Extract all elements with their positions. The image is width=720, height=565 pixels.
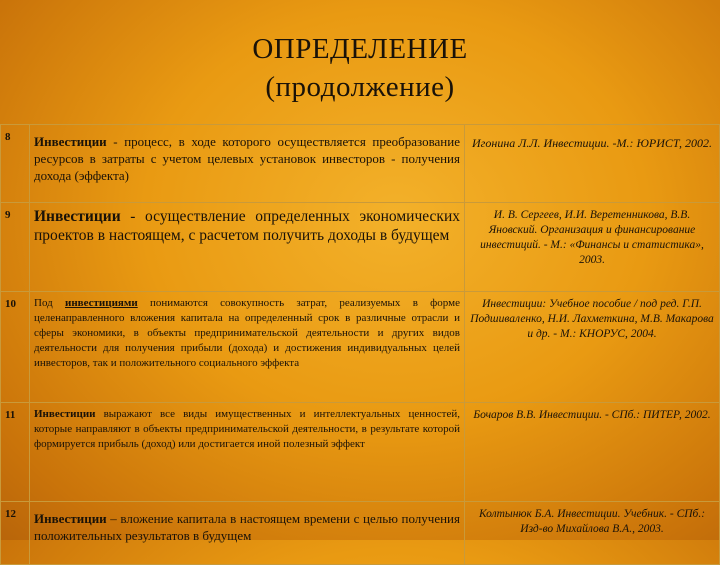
definition-cell — [30, 203, 465, 292]
definition-cell — [30, 125, 465, 203]
definition-text: – вложение капитала в настоящем времени с целью получения положительных результатов в будущем — [34, 511, 460, 543]
definition-prefix: Под — [34, 297, 65, 309]
title-heading: ОПРЕДЕЛЕНИЕ — [252, 33, 468, 65]
row-number: 12 — [1, 502, 30, 565]
source-cell: Бочаров В.В. Инвестиции. - СПб.: ПИТЕР, 2002. — [465, 403, 720, 502]
row-number: 8 — [1, 125, 30, 203]
table-row — [1, 292, 720, 403]
definition-text: - процесс, в ходе которого осуществляется преобразование ресурсов в затраты с учетом целевых установок инвесторов - получения дохода (эффекта) — [34, 134, 460, 183]
keyword: Инвестиции — [34, 134, 107, 149]
row-number: 11 — [1, 403, 30, 502]
definition-cell — [30, 502, 465, 565]
definition-text: понимаются совокупность затрат, реализуемых в форме целенаправленного вложения капитала на определенный срок в различные отрасли и сферы экономики, в объекты предпринимательской деятельности и других видов деятельности для получения прибыли (дохода) и достижения индивидуальных целей инвесторов, так и положительного социального эффекта — [34, 297, 460, 369]
table-row — [1, 502, 720, 565]
definition-cell — [30, 292, 465, 403]
source-cell: Колтынюк Б.А. Инвестиции. Учебник. - СПб.: Изд-во Михайлова В.А., 2003. — [465, 502, 720, 565]
source-cell: Инвестиции: Учебное пособие / под ред. Г.П. Подшиваленко, Н.И. Лахметкина, М.В. Макарова и др. - М.: КНОРУС, 2004. — [465, 292, 720, 403]
keyword: Инвестиции — [34, 511, 107, 526]
source-cell: Игонина Л.Л. Инвестиции. -М.: ЮРИСТ, 2002. — [465, 125, 720, 203]
source-cell: И. В. Сергеев, И.И. Веретенникова, В.В. Яновский. Организация и финансирование инвестиций. - М.: «Финансы и статистика», 2003. — [465, 203, 720, 292]
definition-text: - осуществление определенных экономических проектов в настоящем, с расчетом получить доходы в будущем — [34, 208, 460, 244]
definition-text: выражают все виды имущественных и интеллектуальных ценностей, которые направляют в объекты предпринимательской деятельности, в результате которой формируется прибыль (доход) или достигается иной полезный эффект — [34, 408, 460, 450]
keyword: Инвестиции — [34, 208, 121, 225]
table-row — [1, 403, 720, 502]
definition-cell — [30, 403, 465, 502]
slide-title — [0, 30, 720, 106]
keyword: инвестициями — [65, 297, 138, 309]
definitions-table — [0, 124, 720, 565]
row-number: 10 — [1, 292, 30, 403]
table-row — [1, 203, 720, 292]
keyword: Инвестиции — [34, 408, 96, 420]
table-row — [1, 125, 720, 203]
row-number: 9 — [1, 203, 30, 292]
title-subheading: (продолжение) — [265, 71, 455, 103]
